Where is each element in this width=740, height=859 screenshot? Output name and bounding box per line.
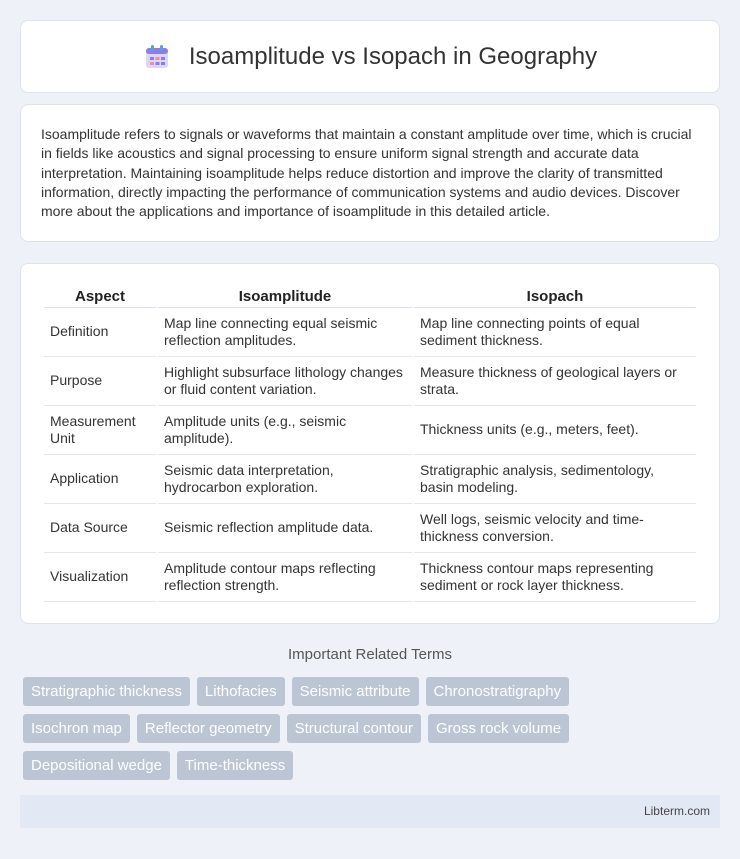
tag-row <box>23 714 723 743</box>
cell-isopach: Well logs, seismic velocity and time-thickness conversion. <box>414 504 696 553</box>
tag-stratigraphic-thickness[interactable]: Stratigraphic thickness <box>23 677 190 706</box>
header-aspect: Aspect <box>44 284 156 308</box>
tag-gross-rock-volume[interactable]: Gross rock volume <box>428 714 569 743</box>
comparison-card <box>20 263 720 624</box>
cell-isopach: Thickness contour maps representing sediment or rock layer thickness. <box>414 553 696 602</box>
cell-isoamplitude: Amplitude units (e.g., seismic amplitude). <box>158 406 412 455</box>
table-row <box>44 504 696 553</box>
tag-lithofacies[interactable]: Lithofacies <box>197 677 285 706</box>
tag-isochron-map[interactable]: Isochron map <box>23 714 130 743</box>
cell-aspect: Visualization <box>44 553 156 602</box>
tag-reflector-geometry[interactable]: Reflector geometry <box>137 714 280 743</box>
cell-isopach: Stratigraphic analysis, sedimentology, basin modeling. <box>414 455 696 504</box>
tag-chronostratigraphy[interactable]: Chronostratigraphy <box>426 677 570 706</box>
cell-isoamplitude: Amplitude contour maps reflecting reflection strength. <box>158 553 412 602</box>
related-terms-list <box>23 677 723 788</box>
tag-structural-contour[interactable]: Structural contour <box>287 714 421 743</box>
cell-isoamplitude: Highlight subsurface lithology changes or fluid content variation. <box>158 357 412 406</box>
cell-aspect: Data Source <box>44 504 156 553</box>
tag-row <box>23 751 723 780</box>
table-row <box>44 406 696 455</box>
cell-isoamplitude: Map line connecting equal seismic reflection amplitudes. <box>158 308 412 357</box>
cell-aspect: Purpose <box>44 357 156 406</box>
cell-isopach: Map line connecting points of equal sediment thickness. <box>414 308 696 357</box>
tag-row <box>23 677 723 706</box>
calendar-icon <box>143 43 171 71</box>
cell-isoamplitude: Seismic data interpretation, hydrocarbon exploration. <box>158 455 412 504</box>
page-title: Isoamplitude vs Isopach in Geography <box>188 42 598 70</box>
header-isopach: Isopach <box>414 284 696 308</box>
footer-site-link[interactable]: Libterm.com <box>643 804 710 818</box>
footer <box>20 795 720 828</box>
comparison-table <box>42 284 698 602</box>
cell-isopach: Measure thickness of geological layers or strata. <box>414 357 696 406</box>
intro-text: Isoamplitude refers to signals or waveforms that maintain a constant amplitude over time, which is crucial in fields like acoustics and signal processing to ensure uniform signal strength and accurate data interpretation. Maintaining isoamplitude helps reduce distortion and improve the clarity of transmitted information, directly impacting the performance of communication systems and audio devices. Discover more about the applications and importance of isoamplitude in this detailed article. <box>41 126 692 220</box>
table-row <box>44 553 696 602</box>
cell-aspect: Application <box>44 455 156 504</box>
related-terms-title: Important Related Terms <box>288 646 452 663</box>
tag-time-thickness[interactable]: Time-thickness <box>177 751 293 780</box>
table-row <box>44 455 696 504</box>
cell-aspect: Definition <box>44 308 156 357</box>
table-header-row <box>44 284 696 308</box>
cell-isopach: Thickness units (e.g., meters, feet). <box>414 406 696 455</box>
intro-card <box>20 104 720 242</box>
cell-isoamplitude: Seismic reflection amplitude data. <box>158 504 412 553</box>
tag-seismic-attribute[interactable]: Seismic attribute <box>292 677 419 706</box>
table-row <box>44 357 696 406</box>
header-card <box>20 20 720 93</box>
tag-depositional-wedge[interactable]: Depositional wedge <box>23 751 170 780</box>
cell-aspect: Measurement Unit <box>44 406 156 455</box>
header-isoamplitude: Isoamplitude <box>158 284 412 308</box>
table-row <box>44 308 696 357</box>
